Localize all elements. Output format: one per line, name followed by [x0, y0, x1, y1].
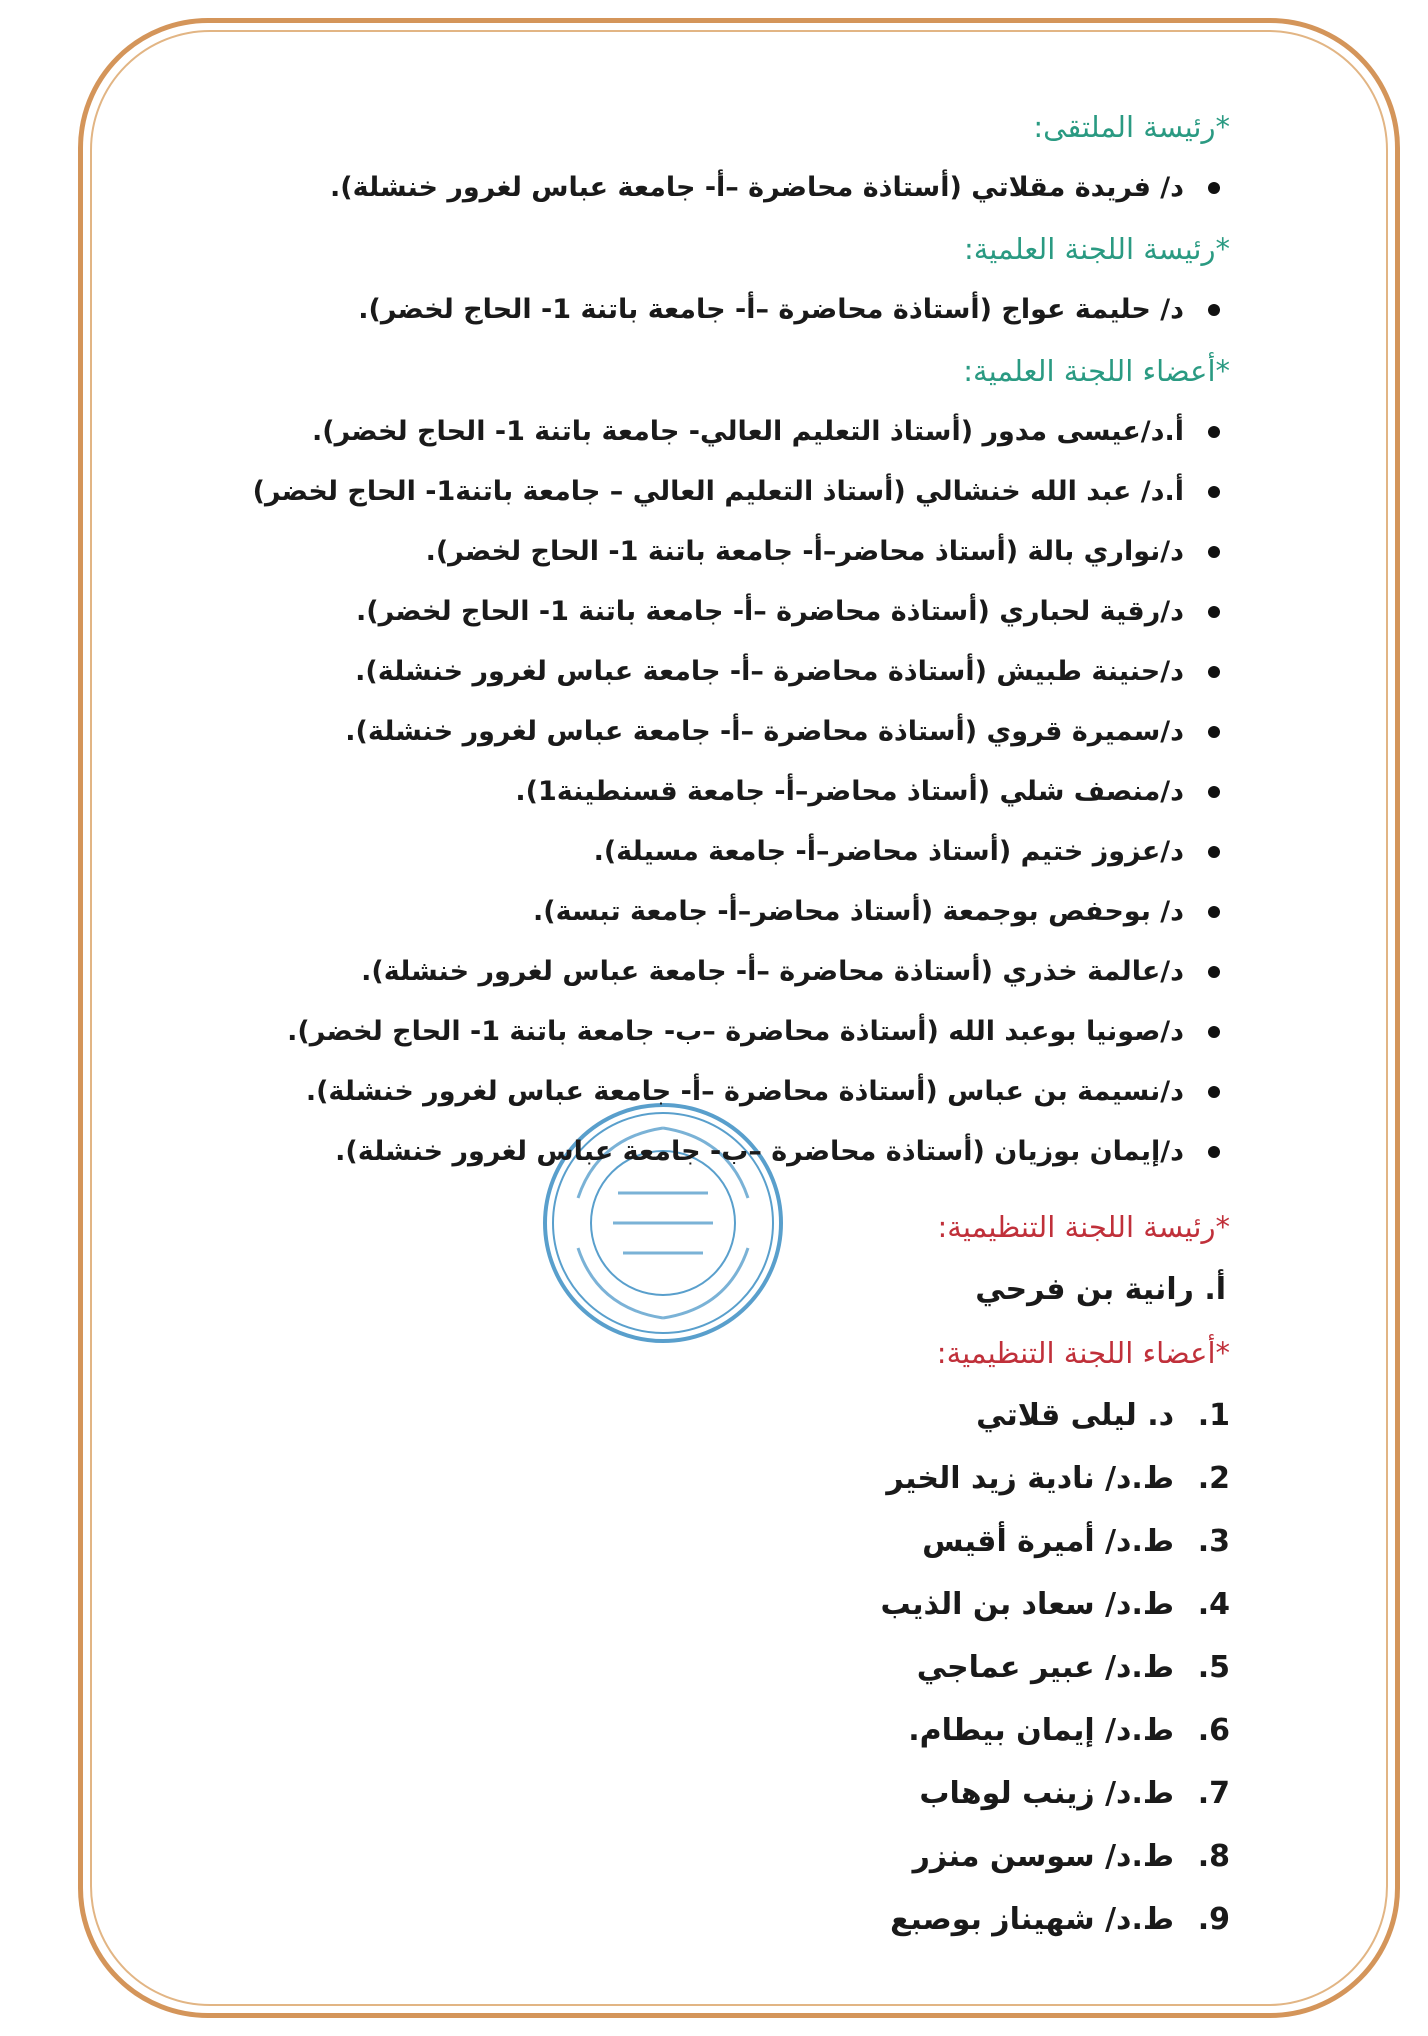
conference-head-list [150, 158, 1230, 218]
list-item: د/رقية لحباري (أستاذة محاضرة –أ- جامعة باتنة 1- الحاج لخضر). [150, 582, 1230, 642]
bullet-icon [1208, 1026, 1220, 1038]
list-item: د/حنينة طبيش (أستاذة محاضرة –أ- جامعة عباس لغرور خنشلة). [150, 642, 1230, 702]
bullet-icon [1208, 1146, 1220, 1158]
list-item: د/ بوحفص بوجمعة (أستاذ محاضر–أ- جامعة تبسة). [150, 882, 1230, 942]
bullet-icon [1208, 666, 1220, 678]
list-item: 4. ط.د/ سعاد بن الذيب [880, 1587, 1230, 1622]
list-item: أ.د/ عبد الله خنشالي (أستاذ التعليم العالي – جامعة باتنة1- الحاج لخضر) [150, 462, 1230, 522]
bullet-icon [1208, 304, 1220, 316]
heading-organizing-members: *أعضاء اللجنة التنظيمية: [936, 1336, 1230, 1370]
list-item: د/منصف شلي (أستاذ محاضر–أ- جامعة قسنطينة1). [150, 762, 1230, 822]
list-item: د/صونيا بوعبد الله (أستاذة محاضرة –ب- جامعة باتنة 1- الحاج لخضر). [150, 1002, 1230, 1062]
organizing-head-name: أ. رانية بن فرحي [975, 1272, 1226, 1307]
bullet-icon [1208, 606, 1220, 618]
list-item: د/إيمان بوزيان (أستاذة محاضرة –ب- جامعة عباس لغرور خنشلة). [150, 1122, 1230, 1182]
list-item: د/نواري بالة (أستاذ محاضر–أ- جامعة باتنة 1- الحاج لخضر). [150, 522, 1230, 582]
list-item: د/عزوز ختيم (أستاذ محاضر–أ- جامعة مسيلة). [150, 822, 1230, 882]
bullet-icon [1208, 846, 1220, 858]
list-item: 9. ط.د/ شهيناز بوصبع [890, 1902, 1230, 1937]
bullet-icon [1208, 486, 1220, 498]
scientific-head-list [150, 280, 1230, 340]
list-item: 2. ط.د/ نادية زيد الخير [886, 1461, 1230, 1496]
heading-organizing-head: *رئيسة اللجنة التنظيمية: [937, 1210, 1230, 1244]
bullet-icon [1208, 786, 1220, 798]
list-item: د/ فريدة مقلاتي (أستاذة محاضرة –أ- جامعة عباس لغرور خنشلة). [150, 158, 1230, 218]
list-item: د/نسيمة بن عباس (أستاذة محاضرة –أ- جامعة عباس لغرور خنشلة). [150, 1062, 1230, 1122]
bullet-icon [1208, 906, 1220, 918]
list-item: 5. ط.د/ عبير عماجي [916, 1650, 1230, 1685]
bullet-icon [1208, 426, 1220, 438]
heading-conference-head: *رئيسة الملتقى: [1033, 110, 1230, 144]
list-item: أ.د/عيسى مدور (أستاذ التعليم العالي- جامعة باتنة 1- الحاج لخضر). [150, 402, 1230, 462]
bullet-icon [1208, 726, 1220, 738]
heading-scientific-head: *رئيسة اللجنة العلمية: [963, 232, 1230, 266]
document-content [150, 96, 1230, 1951]
bullet-icon [1208, 1086, 1220, 1098]
list-item: د/عالمة خذري (أستاذة محاضرة –أ- جامعة عباس لغرور خنشلة). [150, 942, 1230, 1002]
list-item: 8. ط.د/ سوسن منزر [912, 1839, 1230, 1874]
list-item: 3. ط.د/ أميرة أقيس [922, 1524, 1230, 1559]
bullet-icon [1208, 182, 1220, 194]
scientific-members-list [150, 402, 1230, 1182]
list-item: 1. د. ليلى قلاتي [976, 1398, 1230, 1433]
list-item: 6. ط.د/ إيمان بيطام. [908, 1713, 1230, 1748]
heading-scientific-members: *أعضاء اللجنة العلمية: [963, 354, 1230, 388]
list-item: د/ حليمة عواج (أستاذة محاضرة –أ- جامعة باتنة 1- الحاج لخضر). [150, 280, 1230, 340]
organizing-members-list [150, 1384, 1230, 1951]
bullet-icon [1208, 966, 1220, 978]
list-item: د/سميرة قروي (أستاذة محاضرة –أ- جامعة عباس لغرور خنشلة). [150, 702, 1230, 762]
list-item: 7. ط.د/ زينب لوهاب [919, 1776, 1230, 1811]
bullet-icon [1208, 546, 1220, 558]
